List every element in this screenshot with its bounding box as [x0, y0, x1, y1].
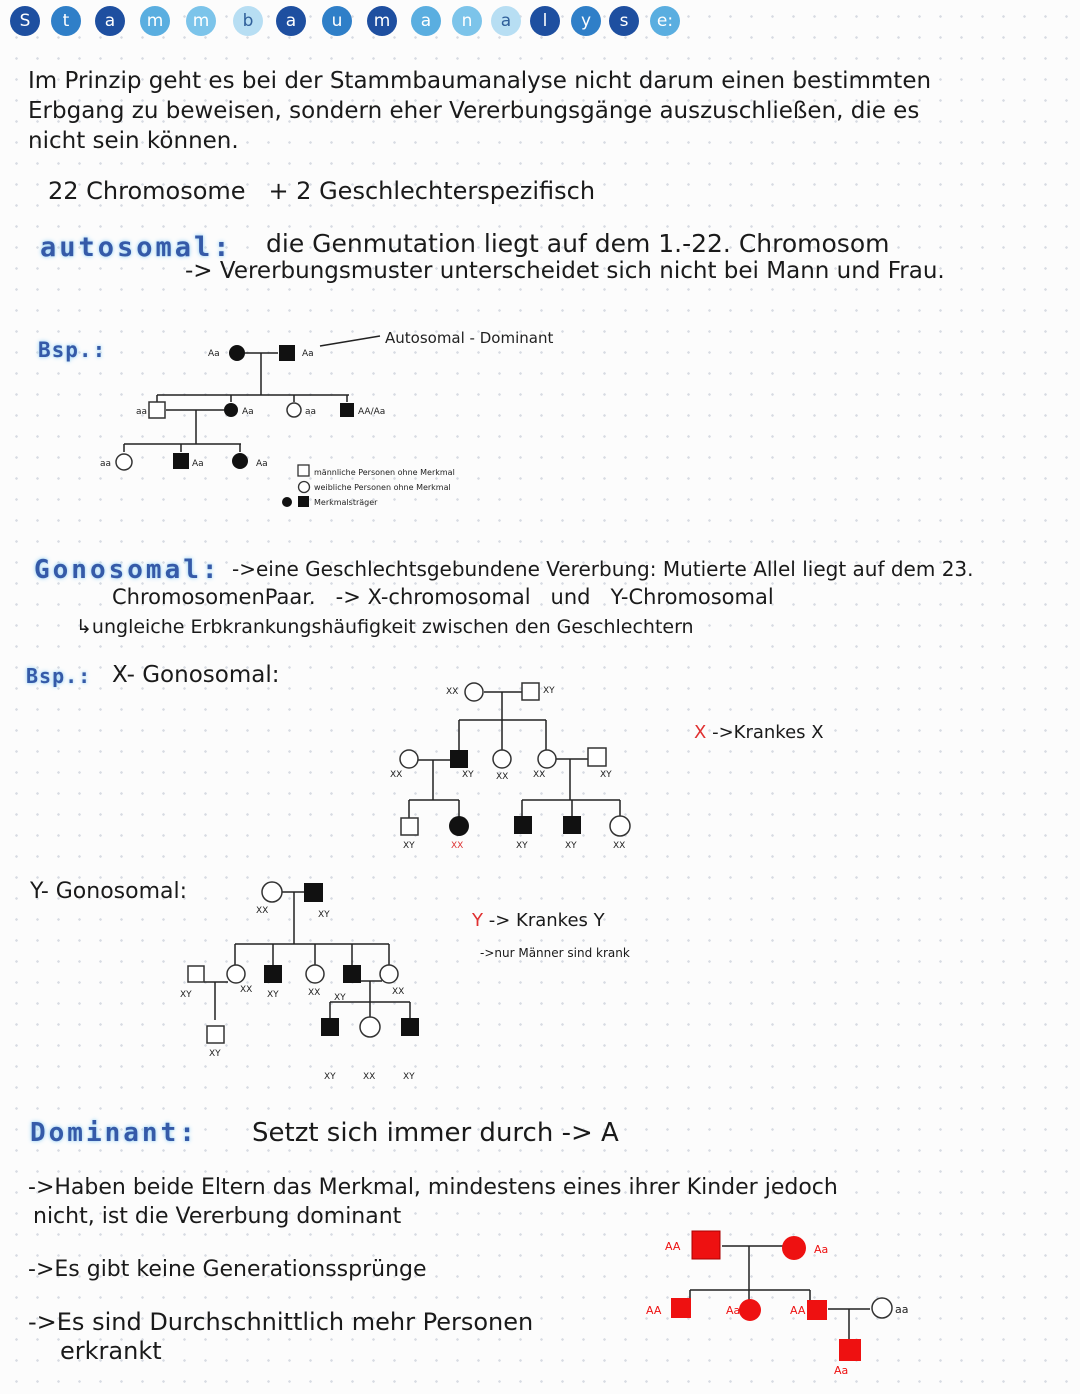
gonosomal-frequency: ↳ungleiche Erbkrankungshäufigkeit zwischen den Geschlechtern [76, 616, 694, 638]
y-note-text: -> Krankes Y [488, 910, 605, 931]
title-letter: a [491, 6, 521, 36]
svg-text:AA: AA [665, 1240, 681, 1253]
svg-text:aa: aa [895, 1303, 909, 1316]
svg-text:XY: XY [324, 1072, 336, 1082]
genotype-label: aa [100, 459, 112, 469]
grandchild-female-affected [232, 453, 248, 469]
pedigree-callout: Autosomal - Dominant [385, 329, 554, 347]
legend-carrier: Merkmalsträger [314, 498, 378, 507]
svg-text:XY: XY [403, 841, 415, 851]
svg-text:XX: XX [390, 770, 403, 780]
child-male-unaffected [149, 402, 165, 418]
svg-text:Aa: Aa [814, 1243, 829, 1256]
title-letter: b [233, 6, 263, 36]
svg-text:XY: XY [462, 770, 474, 780]
genotype-label: AA/Aa [358, 407, 386, 417]
legend-male: männliche Personen ohne Merkmal [314, 468, 455, 477]
genotype-label: Aa [192, 459, 204, 469]
title-letter: a [95, 6, 125, 36]
svg-text:XY: XY [318, 910, 330, 920]
x-note-mark: X [694, 722, 707, 743]
dominant-pedigree [630, 1220, 930, 1390]
gonosomal-definition: ->eine Geschlechtsgebundene Vererbung: Mutierte Allel liegt auf dem 23. [232, 557, 974, 581]
svg-text:XY: XY [543, 686, 555, 696]
gonosomal-types: ChromosomenPaar. -> X-chromosomal und Y-Chromosomal [112, 585, 774, 609]
dominant-rule: ->Es gibt keine Generationssprünge [28, 1257, 427, 1282]
x-note-text: ->Krankes X [712, 722, 824, 743]
title-letter: y [571, 6, 601, 36]
svg-text:XY: XY [516, 841, 528, 851]
genotype-label: Aa [302, 349, 314, 359]
svg-text:XY: XY [180, 990, 192, 1000]
title-letter: u [322, 6, 352, 36]
y-note-males: ->nur Männer sind krank [480, 946, 630, 960]
svg-text:XX: XX [256, 906, 269, 916]
title-letter: a [276, 6, 306, 36]
x-note [694, 722, 824, 743]
chromosome-count: 22 Chromosome + 2 Geschlechterspezifisch [48, 177, 596, 205]
dominant-definition: Setzt sich immer durch -> A [252, 1118, 619, 1148]
title-letter: m [367, 6, 397, 36]
intro-line: Im Prinzip geht es bei der Stammbaumanalyse nicht darum einen bestimmten [28, 68, 932, 94]
y-note [472, 910, 605, 931]
autosomal-heading: autosomal: [40, 232, 233, 263]
svg-text:XX: XX [392, 987, 405, 997]
gonosomal-bsp: Bsp.: [26, 664, 92, 688]
child-male-affected [340, 403, 354, 417]
svg-text:XY: XY [209, 1049, 221, 1059]
svg-text:XY: XY [565, 841, 577, 851]
gonosomal-heading: Gonosomal: [34, 555, 221, 585]
svg-text:AA: AA [790, 1304, 806, 1317]
svg-text:XX: XX [363, 1072, 376, 1082]
svg-text:XY: XY [334, 993, 346, 1003]
title-letter: t [51, 6, 81, 36]
title-letter: S [10, 6, 40, 36]
y-gonosomal-pedigree [170, 870, 440, 1085]
dominant-rule: nicht, ist die Vererbung dominant [33, 1204, 402, 1229]
svg-text:XX: XX [446, 687, 459, 697]
svg-text:XX: XX [613, 841, 626, 851]
title-letter: s [609, 6, 639, 36]
intro-line: Erbgang zu beweisen, sondern eher Vererbungsgänge auszuschließen, die es [28, 98, 920, 124]
legend-female: weibliche Personen ohne Merkmal [314, 483, 451, 492]
svg-text:Aa: Aa [726, 1304, 741, 1317]
parent-male-affected [279, 345, 295, 361]
svg-text:XX: XX [451, 841, 464, 851]
y-gonosomal-title: Y- Gonosomal: [30, 879, 188, 904]
genotype-label: aa [305, 407, 317, 417]
svg-text:XY: XY [403, 1072, 415, 1082]
genotype-label: aa [136, 407, 148, 417]
svg-text:XY: XY [600, 770, 612, 780]
svg-text:XY: XY [267, 990, 279, 1000]
genotype-label: Aa [256, 459, 268, 469]
title-letter: e: [650, 6, 680, 36]
svg-text:XX: XX [240, 985, 253, 995]
parent-female-affected [229, 345, 245, 361]
title-letter: n [452, 6, 482, 36]
autosomal-pedigree [0, 320, 554, 520]
autosomal-pattern: -> Vererbungsmuster unterscheidet sich nicht bei Mann und Frau. [185, 258, 945, 284]
title-letter: l [530, 6, 560, 36]
title-letter: a [411, 6, 441, 36]
grandchild-female-unaffected [116, 454, 132, 470]
dominant-heading: Dominant: [30, 1118, 198, 1148]
svg-text:XX: XX [533, 770, 546, 780]
dominant-rule: ->Es sind Durchschnittlich mehr Personen [28, 1308, 534, 1336]
svg-text:XX: XX [308, 988, 321, 998]
autosomal-definition: die Genmutation liegt auf dem 1.-22. Chromosom [266, 229, 890, 258]
autosomal-bsp: Bsp.: [38, 338, 107, 362]
x-gonosomal-pedigree [370, 670, 660, 860]
dominant-rule: erkrankt [60, 1337, 162, 1365]
genotype-label: Aa [208, 349, 220, 359]
svg-text:Aa: Aa [834, 1364, 849, 1377]
intro-line: nicht sein können. [28, 128, 239, 154]
genotype-label: Aa [242, 407, 254, 417]
svg-text:XX: XX [496, 772, 509, 782]
dominant-rule: ->Haben beide Eltern das Merkmal, mindestens eines ihrer Kinder jedoch [28, 1175, 838, 1200]
x-gonosomal-title: X- Gonosomal: [112, 662, 280, 688]
svg-text:AA: AA [646, 1304, 662, 1317]
child-female-unaffected [287, 403, 301, 417]
title-letter: m [186, 6, 216, 36]
child-female-affected [224, 403, 238, 417]
title-letter: m [140, 6, 170, 36]
y-note-mark: Y [472, 910, 483, 931]
grandchild-male-affected [173, 453, 189, 469]
